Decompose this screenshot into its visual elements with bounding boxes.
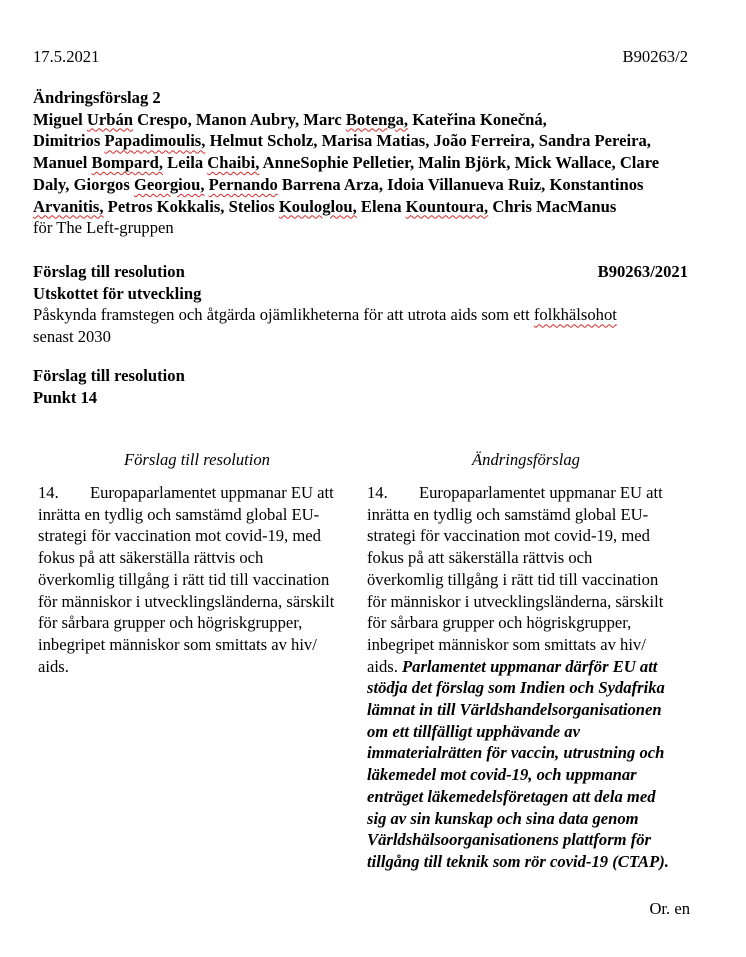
resolution-label: Förslag till resolution	[33, 262, 185, 281]
document-reference: B90263/2	[622, 47, 688, 66]
left-paragraph-line	[38, 591, 358, 613]
paragraph-line-text: Europaparlamentet uppmanar EU att	[90, 483, 334, 502]
right-amendment-line	[367, 721, 687, 743]
paragraph-line-text: inrätta en tydlig och samstämd global EU-	[367, 504, 649, 524]
right-paragraph-line	[367, 634, 687, 656]
right-amendment-line	[367, 764, 687, 786]
author-flagged-word: Botenga,	[345, 109, 409, 129]
paragraph-line-text: immaterialrätten för vaccin, utrustning och	[367, 743, 665, 763]
author-text: Leila	[163, 153, 208, 173]
paragraph-number: 14.	[38, 483, 59, 502]
author-text: Daly, Giorgos	[33, 174, 134, 194]
right-amendment-line	[367, 677, 687, 699]
paragraph-line-text: för människor i utvecklingsländerna, särskilt	[38, 591, 335, 611]
author-flagged-word: Georgiou,	[133, 174, 205, 194]
paragraph-line-text: inrätta en tydlig och samstämd global EU-	[38, 504, 320, 524]
paragraph-line-text: överkomlig tillgång i rätt tid till vaccination	[38, 569, 330, 589]
left-paragraph-line	[38, 547, 358, 569]
right-paragraph-line	[367, 504, 687, 526]
paragraph-line-text: läkemedel mot covid-19, och uppmanar	[367, 765, 637, 785]
author-flagged-word: Urbán	[86, 109, 134, 129]
paragraph-line-text: Europaparlamentet uppmanar EU att	[419, 483, 663, 502]
author-text: Dimitrios	[33, 131, 105, 151]
paragraph-line-text: överkomlig tillgång i rätt tid till vaccination	[367, 569, 659, 589]
paragraph-line-text: enträget läkemedelsföretagen att dela med	[367, 786, 656, 806]
paragraph-line-text: för människor i utvecklingsländerna, särskilt	[367, 591, 664, 611]
amendment-title: Ändringsförslag 2	[33, 88, 161, 107]
left-paragraph-line	[38, 482, 358, 504]
resolution-block	[33, 261, 693, 348]
left-paragraph-line	[38, 612, 358, 634]
original-language: Or. en	[649, 899, 690, 918]
paragraph-line-text: Världshälsoorganisationens plattform för	[367, 830, 652, 850]
author-text: Helmut Scholz, Marisa Matias, João Ferreira, Sandra Pereira,	[205, 131, 651, 151]
right-amendment-line	[367, 699, 687, 721]
document-date: 17.5.2021	[33, 47, 100, 66]
right-paragraph-line	[367, 547, 687, 569]
right-amendment-line	[367, 851, 687, 873]
right-paragraph-line	[367, 591, 687, 613]
author-text: Kateřina Konečná,	[408, 109, 547, 129]
right-paragraph-line	[367, 656, 687, 678]
right-column-header: Ändringsförslag	[472, 450, 580, 469]
author-text: Manuel	[33, 153, 92, 173]
subject-flagged-word: folkhälsohot	[533, 305, 617, 325]
paragraph-line-text: om ett tillfälligt upphävande av	[367, 721, 580, 741]
section-point: Punkt 14	[33, 387, 98, 407]
paragraph-line-text: tillgång till teknik som rör covid-19 (CTAP).	[367, 851, 669, 871]
resolution-subject-line2: senast 2030	[33, 327, 111, 347]
political-group: för The Left-gruppen	[33, 218, 174, 238]
paragraph-line-text: inbegripet människor som smittats av hiv/	[38, 634, 317, 654]
author-flagged-word: Kouloglou,	[278, 196, 357, 216]
amendment-block	[33, 87, 703, 239]
author-text: Petros Kokkalis, Stelios	[103, 196, 279, 216]
left-paragraph-line	[38, 525, 358, 547]
author-text: Chris MacManus	[488, 196, 617, 216]
left-column-header: Förslag till resolution	[124, 450, 270, 469]
left-column-text	[38, 482, 358, 677]
right-paragraph-line	[367, 482, 687, 504]
right-amendment-line	[367, 786, 687, 808]
author-text: Miguel	[33, 109, 87, 129]
left-paragraph-line	[38, 634, 358, 656]
paragraph-line-text: stödja det förslag som Indien och Sydafrika	[367, 678, 665, 698]
paragraph-line-text: fokus på att säkerställa rättvis och	[38, 548, 264, 568]
subject-text: Påskynda framstegen och åtgärda ojämlikheterna för att utrota aids som ett	[33, 305, 534, 325]
author-flagged-word: Papadimoulis,	[104, 131, 206, 151]
author-text: AnneSophie Pelletier, Malin Björk, Mick Wallace, Clare	[259, 153, 660, 173]
paragraph-line-text: aids.	[367, 656, 403, 676]
paragraph-line-text: för sårbara grupper och högriskgrupper,	[38, 613, 303, 633]
left-paragraph-line	[38, 656, 358, 678]
paragraph-line-text: sig av sin kunskap och sina data genom	[367, 808, 639, 828]
paragraph-line-text: för sårbara grupper och högriskgrupper,	[367, 613, 632, 633]
author-text: Barrena Arza, Idoia Villanueva Ruiz, Konstantinos	[277, 174, 644, 194]
committee-name: Utskottet för utveckling	[33, 283, 202, 303]
resolution-number: B90263/2021	[597, 262, 688, 281]
section-block	[33, 365, 185, 408]
resolution-subject	[33, 304, 693, 326]
author-flagged-word: Kountoura,	[405, 196, 489, 216]
author-flagged-word: Arvanitis,	[33, 196, 104, 216]
author-flagged-word: Chaibi,	[207, 153, 260, 173]
right-column-text	[367, 482, 687, 873]
paragraph-line-text: lämnat in till Världshandelsorganisationen	[367, 700, 662, 720]
paragraph-line-text: aids.	[38, 656, 69, 676]
paragraph-number: 14.	[367, 483, 388, 502]
right-amendment-line	[367, 808, 687, 830]
right-paragraph-line	[367, 525, 687, 547]
paragraph-line-text: strategi för vaccination mot covid-19, med	[367, 526, 650, 546]
right-amendment-line	[367, 742, 687, 764]
amendment-addition-text: Parlamentet uppmanar därför EU att	[402, 656, 658, 676]
left-paragraph-line	[38, 569, 358, 591]
paragraph-line-text: inbegripet människor som smittats av hiv/	[367, 634, 646, 654]
author-flagged-word: Pernando	[208, 174, 278, 194]
author-text: Elena	[356, 196, 406, 216]
right-amendment-line	[367, 829, 687, 851]
header-row	[33, 46, 688, 68]
resolution-heading-row	[33, 261, 693, 283]
right-paragraph-line	[367, 612, 687, 634]
section-label: Förslag till resolution	[33, 366, 185, 385]
right-paragraph-line	[367, 569, 687, 591]
author-flagged-word: Bompard,	[91, 153, 164, 173]
amendment-authors	[33, 109, 703, 218]
paragraph-line-text: fokus på att säkerställa rättvis och	[367, 548, 593, 568]
paragraph-line-text: strategi för vaccination mot covid-19, med	[38, 526, 321, 546]
author-text: Crespo, Manon Aubry, Marc	[133, 109, 346, 129]
left-paragraph-line	[38, 504, 358, 526]
